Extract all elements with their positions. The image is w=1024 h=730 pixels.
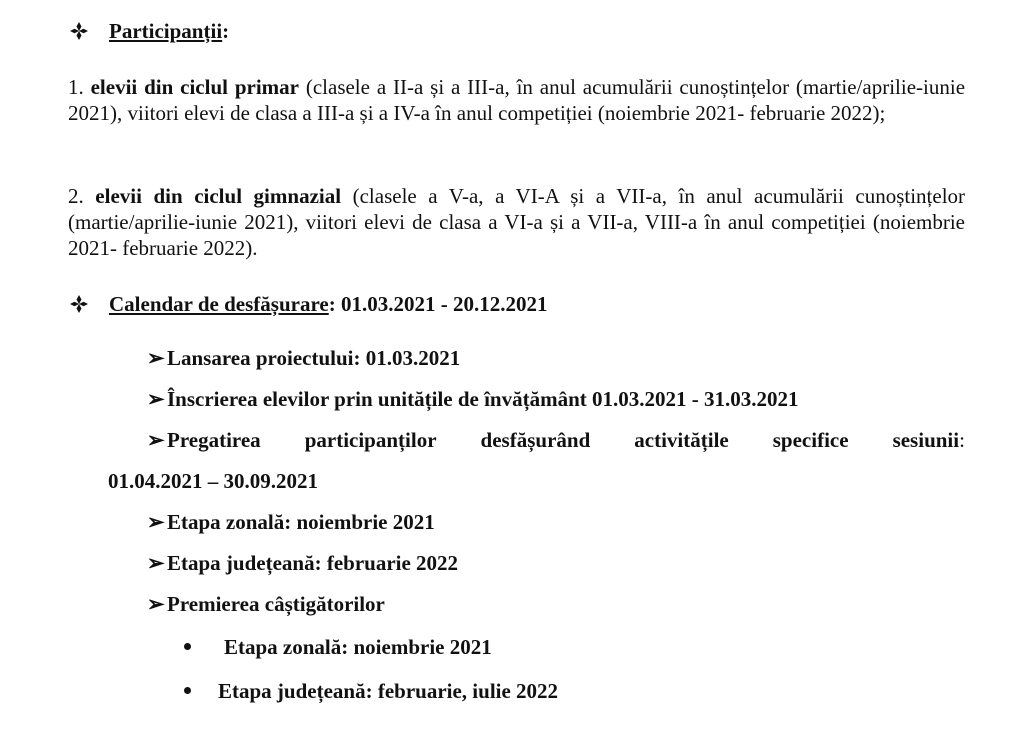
arrow-bullet-icon: ➢ (147, 346, 165, 370)
calendar-zonal: ➢ Etapa zonală: noiembrie 2021 (147, 510, 435, 534)
calendar-preparation-dates: 01.04.2021 – 30.09.2021 (108, 469, 318, 493)
bullet-dot-icon (184, 687, 191, 694)
bullet-dot-icon (184, 643, 191, 650)
calendar-preparation: ➢ Pregatirea participanților desfășurând activitățile specifice sesiunii: (147, 428, 965, 452)
diamond-bullet-icon (68, 22, 90, 40)
item-2-bold: elevii din ciclul gimnazial (95, 184, 342, 208)
arrow-bullet-icon: ➢ (147, 428, 165, 452)
calendar-county: ➢ Etapa județeană: februarie 2022 (147, 551, 459, 575)
arrow-bullet-icon: ➢ (147, 387, 165, 411)
document-page: Participanții: 1. elevii din ciclul primar (clasele a II-a și a III-a, în anul acumulării cunoștințelor (martie/aprilie-iunie 2021), viitori elevi de clasa a III-a și a IV-a în anul competiției (noiembrie 2021- februarie 2022); 2. elevii din ciclul gimnazial (clasele a V-a, a VI-A și a VII-a, în anul acumulării cunoștințelor (martie/aprilie-iunie 2021), viitori elevi de clasa a VI-a și a VII-a, VIII-a în anul competiției (noiembrie 2021- februarie 2022). Calendar de desfășurare: 01.03.2021 - 20.12.2021 ➢ Lansarea proiectului: 01.03.2021 ➢ Înscrierea elevilor prin unitățile de învățământ 01.03.2021 - 31.03.2021 ➢ Pregatirea participanților desfășurând activitățile specifice sesiunii: 01.04.2021 – 30.09.2021 ➢ Etapa zonală: noiembrie 2021 ➢ Etapa județeană: februarie 2022 ➢ Premierea câștigătorilor Etapa zonală: noiembrie 2021 Etapa județeană: februarie, iulie 2022 (68, 19, 966, 703)
awards-item-county: Etapa județeană: februarie, iulie 2022 (218, 679, 559, 703)
arrow-bullet-icon: ➢ (147, 551, 165, 575)
awards-item-zonal: Etapa zonală: noiembrie 2021 (224, 635, 492, 659)
participants-heading-text: Participanții (109, 19, 223, 43)
calendar-heading-text: Calendar de desfășurare (109, 292, 329, 316)
diamond-bullet-icon (68, 295, 90, 313)
calendar-enrollment: ➢ Înscrierea elevilor prin unitățile de învățământ 01.03.2021 - 31.03.2021 (147, 387, 799, 411)
participants-item-1: 1. elevii din ciclul primar (clasele a II-a și a III-a, în anul acumulării cunoștințelor (martie/aprilie-iunie 2021), viitori elevi de clasa a III-a și a IV-a în anul competiției (noiembrie 2021- februarie 2022); (68, 75, 966, 125)
calendar-dates: : 01.03.2021 - 20.12.2021 (328, 292, 548, 316)
arrow-bullet-icon: ➢ (147, 592, 165, 616)
participants-item-2: 2. elevii din ciclul gimnazial (clasele a V-a, a VI-A și a VII-a, în anul acumulării cunoștințelor (martie/aprilie-iunie 2021), viitori elevi de clasa a VI-a și a VII-a, VIII-a în anul competiției (noiembrie 2021- februarie 2022). (68, 184, 966, 260)
item-1-bold: elevii din ciclul primar (90, 75, 299, 99)
item-2-text: (clasele a V-a, a VI-A și a VII-a, în anul acumulării cunoștințelor (martie/aprilie-iunie 2021), viitori elevi de clasa a VI-a și a VII-a, VIII-a în anul competiției (noiembrie 2021- februarie 2022). (68, 184, 966, 260)
calendar-launch: ➢ Lansarea proiectului: 01.03.2021 (147, 346, 461, 370)
item-1-text: (clasele a II-a și a III-a, în anul acumulării cunoștințelor (martie/aprilie-iunie 2021), viitori elevi de clasa a III-a și a IV-a în anul competiției (noiembrie 2021- februarie 2022); (68, 75, 966, 125)
arrow-bullet-icon: ➢ (147, 510, 165, 534)
calendar-awards: ➢ Premierea câștigătorilor (147, 592, 385, 616)
